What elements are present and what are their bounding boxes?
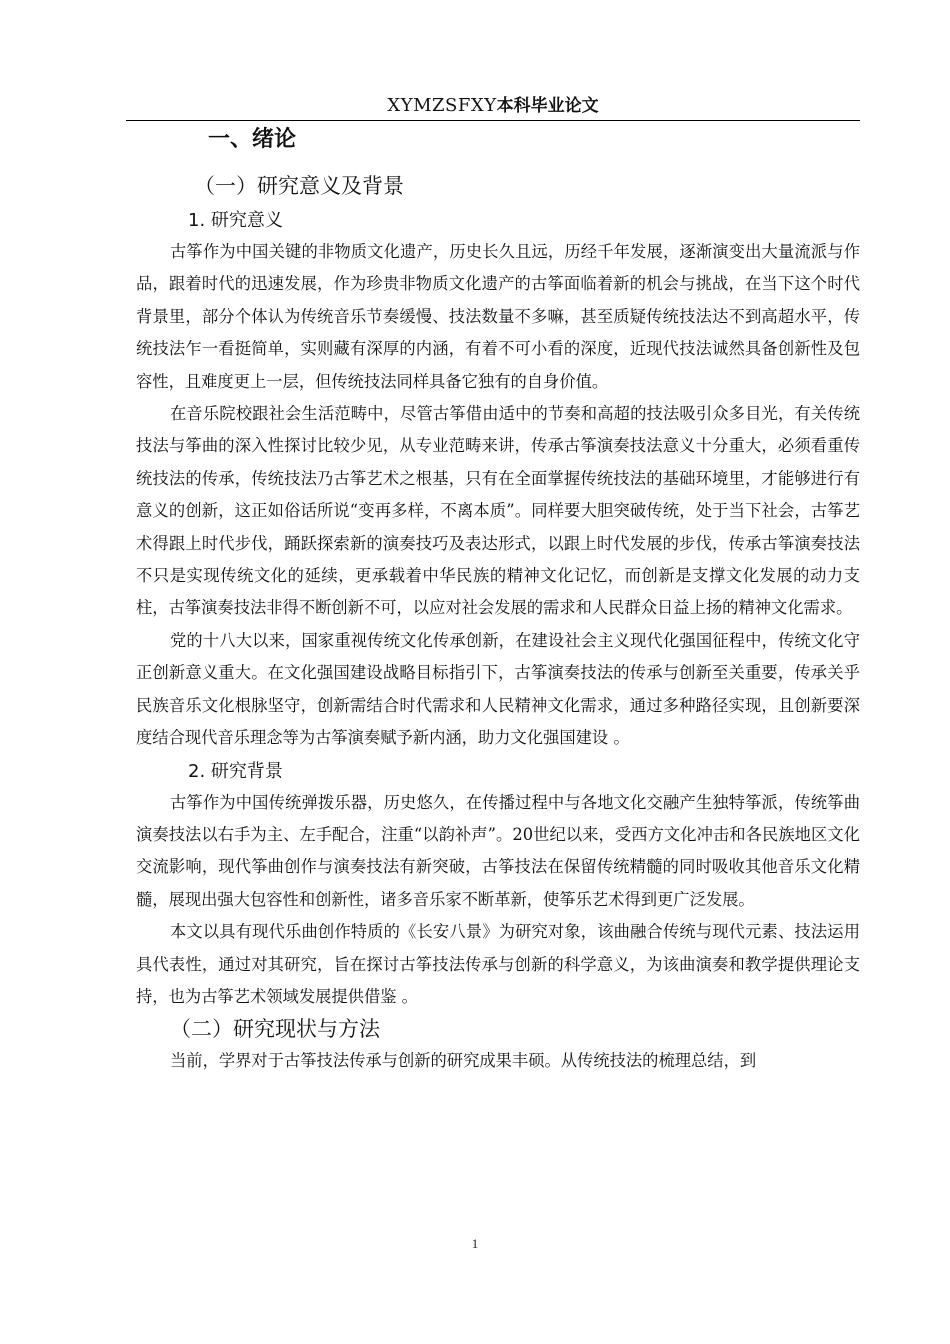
page-number: 1 [471, 1236, 479, 1251]
paragraph: 本文以具有现代乐曲创作特质的《长安八景》为研究对象，该曲融合传统与现代元素、技法运用具代表性，通过对其研究，旨在探讨古筝技法传承与创新的科学意义，为该曲演奏和教学提供理论支持，也为古筝艺术领域发展提供借鉴 。 [136, 922, 860, 1006]
running-header [126, 92, 860, 121]
header-label: 本科毕业论文 [496, 96, 599, 116]
subsection-title-1: 1. 研究意义 [188, 210, 283, 231]
subsection-title-2: 2. 研究背景 [188, 760, 283, 782]
paragraph: 古筝作为中国传统弹拨乐器，历史悠久，在传播过程中与各地文化交融产生独特筝派，传统筝曲演奏技法以右手为主、左手配合，注重“以韵补声”。20世纪以来，受西方文化冲击和各民族地区文化交流影响，现代筝曲创作与演奏技法有新突破，古筝技法在保留传统精髓的同时吸收其他音乐文化精髓，展现出强大包容性和创新性，诸多音乐家不断革新，使筝乐艺术得到更广泛发展。 [136, 792, 860, 909]
body-content [136, 126, 860, 1078]
paragraph: 古筝作为中国关键的非物质文化遗产，历史长久且远，历经千年发展，逐渐演变出大量流派与作品，跟着时代的迅速发展，作为珍贵非物质文化遗产的古筝面临着新的机会与挑战，在当下这个时代背景里，部分个体认为传统音乐节奏缓慢、技法数量不多嘛，甚至质疑传统技法达不到高超水平，传统技法乍一看挺简单，实则藏有深厚的内涵，有着不可小看的深度，近现代技法诚然具备创新性及包容性，且难度更上一层，但传统技法同样具备它独有的自身价值。 [136, 242, 860, 391]
header-code: XYMZSFXY [387, 95, 497, 116]
paragraph: 当前，学界对于古筝技法传承与创新的研究成果丰硕。从传统技法的梳理总结，到 [170, 1051, 757, 1071]
chapter-title: 一、绪论 [208, 127, 297, 152]
section-title-2: （二）研究现状与方法 [170, 1017, 380, 1042]
section-title-1: （一）研究意义及背景 [194, 174, 404, 198]
paragraph: 在音乐院校跟社会生活范畴中，尽管古筝借由适中的节奏和高超的技法吸引众多目光，有关传统技法与筝曲的深入性探讨比较少见，从专业范畴来讲，传承古筝演奏技法意义十分重大，必须看重传统技法的传承，传统技法乃古筝艺术之根基，只有在全面掌握传统技法的基础环境里，才能够进行有意义的创新，这正如俗话所说“变再多样，不离本质”。同样要大胆突破传统，处于当下社会，古筝艺术得跟上时代步伐，踊跃探索新的演奏技巧及表达形式，以跟上时代发展的步伐，传承古筝演奏技法不只是实现传统文化的延续，更承载着中华民族的精神文化记忆，而创新是支撑文化发展的动力支柱，古筝演奏技法非得不断创新不可，以应对社会发展的需求和人民群众日益上扬的精神文化需求。 [136, 404, 860, 618]
paragraph: 党的十八大以来，国家重视传统文化传承创新，在建设社会主义现代化强国征程中，传统文化守正创新意义重大。在文化强国建设战略目标指引下，古筝演奏技法的传承与创新至关重要，传承关乎民族音乐文化根脉坚守，创新需结合时代需求和人民精神文化需求，通过多种路径实现，且创新要深度结合现代音乐理念等为古筝演奏赋予新内涵，助力文化强国建设 。 [136, 630, 860, 748]
